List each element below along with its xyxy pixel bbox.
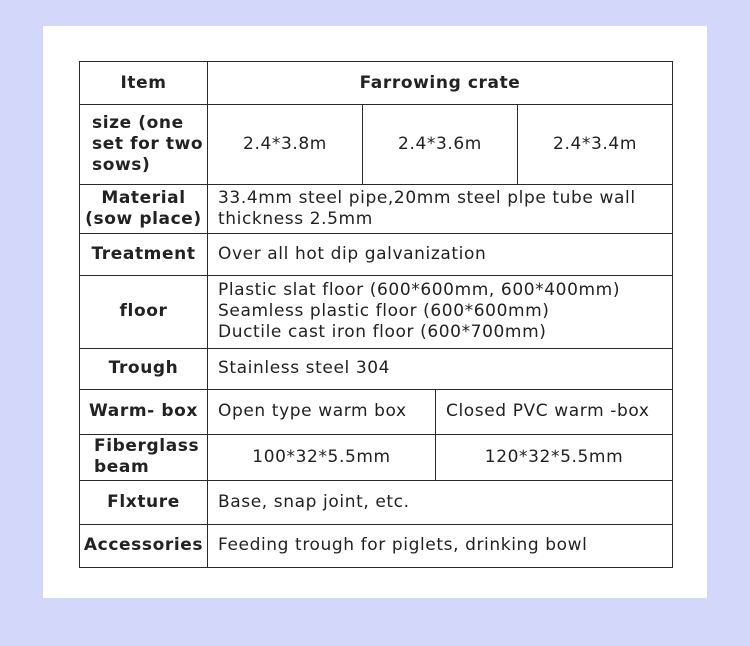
floor-option-cast-iron: Ductile cast iron floor (600*700mm) (218, 322, 547, 343)
size-label: size (one set for two sows) (80, 105, 208, 185)
table-row-size (80, 105, 673, 185)
spec-table (79, 61, 673, 568)
material-value: 33.4mm steel pipe,20mm steel plpe tube wall thickness 2.5mm (208, 185, 673, 234)
material-label: Material (sow place) (80, 185, 208, 234)
beam-label: Fiberglass beam (80, 434, 208, 480)
table-row-floor (80, 276, 673, 348)
floor-option-plastic-slat: Plastic slat floor (600*600mm, 600*400mm) (218, 280, 621, 301)
item-header: Item (80, 62, 208, 105)
trough-label: Trough (80, 348, 208, 389)
fixture-label: Flxture (80, 480, 208, 524)
beam-value-2: 120*32*5.5mm (436, 434, 673, 480)
table-row-material (80, 185, 673, 234)
table-row-beam (80, 434, 673, 480)
trough-value: Stainless steel 304 (208, 348, 673, 389)
beam-value-1: 100*32*5.5mm (208, 434, 436, 480)
table-title: Farrowing crate (208, 62, 673, 105)
treatment-value: Over all hot dip galvanization (208, 234, 673, 276)
size-value-2: 2.4*3.6m (363, 105, 518, 185)
warm-box-value-closed: Closed PVC warm -box (436, 389, 673, 434)
size-value-1: 2.4*3.8m (208, 105, 363, 185)
treatment-label: Treatment (80, 234, 208, 276)
floor-value (208, 276, 673, 348)
accessories-value: Feeding trough for piglets, drinking bowl (208, 524, 673, 567)
accessories-label: Accessories (80, 524, 208, 567)
table-row-fixture (80, 480, 673, 524)
table-row-warm-box (80, 389, 673, 434)
floor-label: floor (80, 276, 208, 348)
warm-box-value-open: Open type warm box (208, 389, 436, 434)
table-row-accessories (80, 524, 673, 567)
table-row-treatment (80, 234, 673, 276)
table-row-header (80, 62, 673, 105)
floor-option-seamless-plastic: Seamless plastic floor (600*600mm) (218, 301, 550, 322)
warm-box-label: Warm- box (80, 389, 208, 434)
size-value-3: 2.4*3.4m (518, 105, 673, 185)
fixture-value: Base, snap joint, etc. (208, 480, 673, 524)
table-row-trough (80, 348, 673, 389)
